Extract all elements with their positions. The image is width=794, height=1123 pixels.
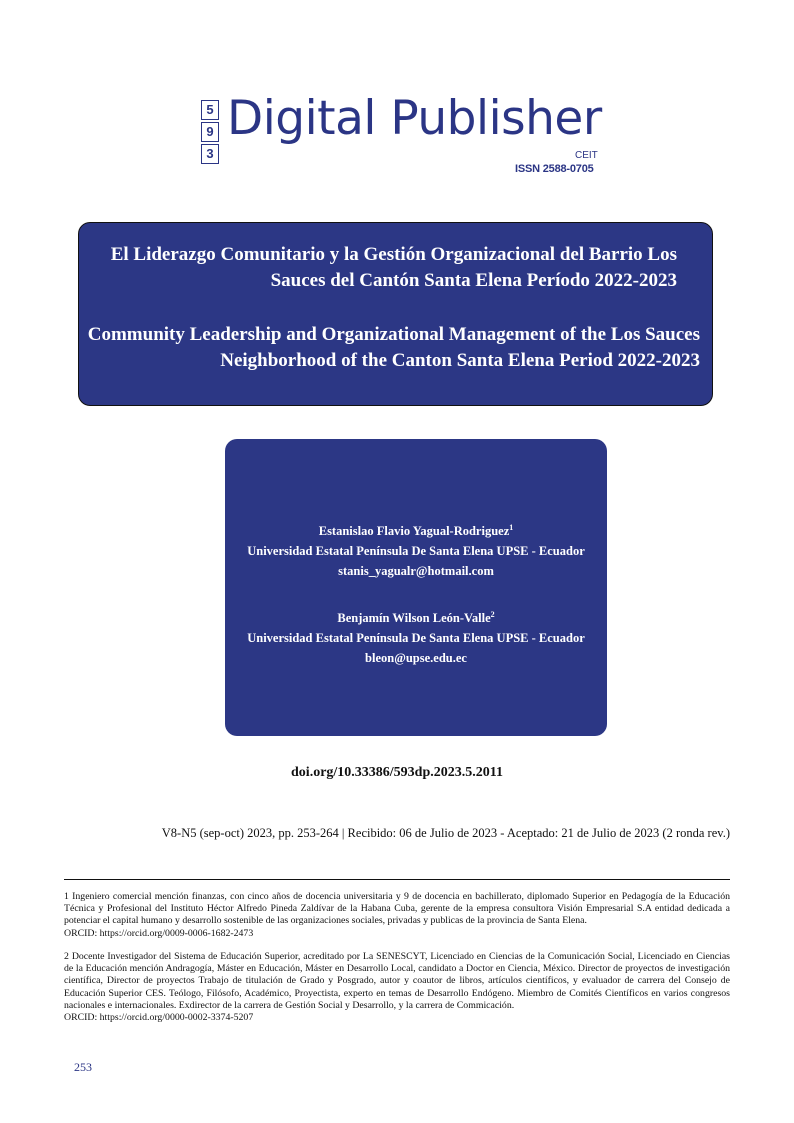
title-spanish: El Liderazgo Comunitario y la Gestión Organizacional del Barrio Los Sauces del Cantón Santa Elena Período 2022-2023	[110, 244, 677, 291]
logo-digits	[201, 100, 219, 166]
author-block	[225, 605, 607, 668]
author-name: Estanislao Flavio Yagual-Rodriguez	[318, 524, 510, 539]
footnote-orcid[interactable]: ORCID: https://orcid.org/0009-0006-1682-2473	[64, 927, 254, 939]
footnote	[64, 951, 730, 1024]
logo-title: Digital Publisher	[227, 91, 602, 146]
logo-digit: 5	[201, 100, 219, 120]
author-name: Benjamín Wilson León-Valle	[337, 611, 491, 626]
author-footnote-marker: 1	[509, 523, 514, 532]
footnote-text: 2 Docente Investigador del Sistema de Educación Superior, acreditado por La SENESCYT, Licenciado en Ciencias de la Comunicación Social, Licenciado en Ciencias de la Educación mención Andragogía, Máster en Educación, Máster en Desarrollo Local, candidato a Doctor en Ciencia, México. Director de proyectos de investigación científica, Director de proyectos Trabajo de titulación de Grado y Posgrado, autor y coautor de libros, artículos científicos, y evaluador de carrera del Consejo de Educación Superior CES. Teólogo, Filósofo, Académico, Proyectista, experto en temas de Desarrollo Endógeno. Miembro de Comités Científicos en varios congresos nacionales e internacionales. Exdirector de la carrera de Gestión Social y Desarrollo, y la carrera de Commicación.	[64, 951, 730, 1011]
title-english: Community Leadership and Organizational Management of the Los Sauces Neighborhood of the Canton Santa Elena Period 2022-2023	[87, 324, 700, 371]
author-footnote-marker: 2	[490, 610, 495, 619]
doi-link[interactable]: doi.org/10.33386/593dp.2023.5.2011	[291, 765, 503, 780]
footnote-text: 1 Ingeniero comercial mención finanzas, con cinco años de docencia universitaria y 9 de docencia en bachillerato, diplomado Superior en Pedagogía de la Educación Técnica y Profesional del Instituto Héctor Alfredo Pineda Zaldívar de la Habana Cuba, gerente de la empresa consultora Visión Empresarial S.A entidad dedicada a potenciar el capital humano y desarrollo sostenible de las organizaciones sociales, privadas y publicas de la provincia de Santa Elena.	[64, 891, 730, 927]
logo-ceit: CEIT	[575, 150, 598, 161]
logo-digit: 3	[201, 144, 219, 164]
author-email[interactable]: stanis_yagualr@hotmail.com	[338, 564, 494, 579]
footnote-orcid[interactable]: ORCID: https://orcid.org/0000-0002-3374-5207	[64, 1012, 254, 1024]
footnote-divider	[64, 879, 730, 880]
author-email[interactable]: bleon@upse.edu.ec	[365, 651, 467, 666]
authors-box	[225, 439, 607, 736]
author-block	[225, 518, 607, 581]
author-affiliation: Universidad Estatal Península De Santa Elena UPSE - Ecuador	[247, 544, 585, 559]
issn-label: ISSN 2588-0705	[515, 163, 594, 175]
footnote	[64, 891, 730, 940]
logo-digit: 9	[201, 122, 219, 142]
page-number: 253	[74, 1060, 92, 1074]
author-affiliation: Universidad Estatal Península De Santa Elena UPSE - Ecuador	[247, 631, 585, 646]
volume-info: V8-N5 (sep-oct) 2023, pp. 253-264 | Recibido: 06 de Julio de 2023 - Aceptado: 21 de Julio de 2023 (2 ronda rev.)	[161, 826, 730, 840]
journal-logo	[201, 91, 621, 182]
title-box	[78, 222, 713, 406]
